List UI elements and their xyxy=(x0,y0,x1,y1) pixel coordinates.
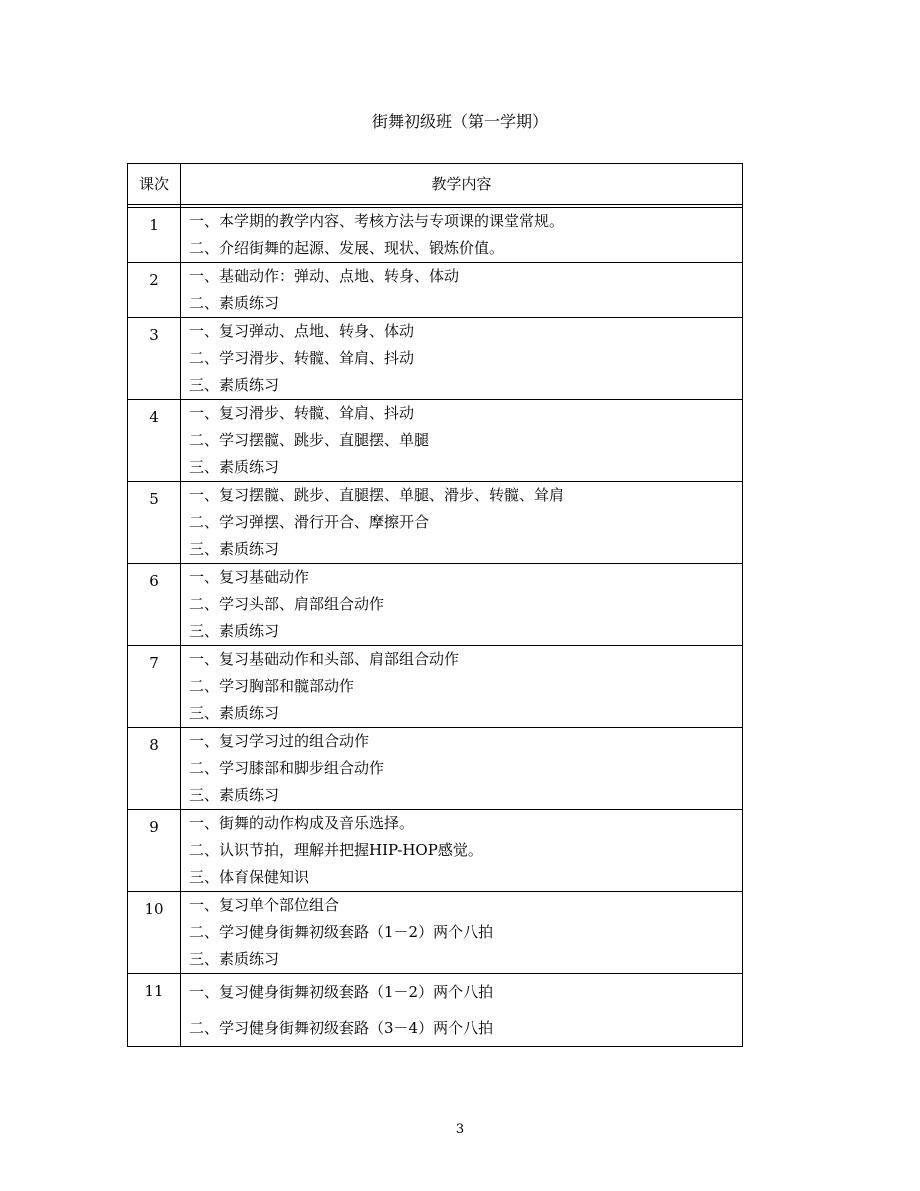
content-line: 一、本学期的教学内容、考核方法与专项课的课堂常规。 xyxy=(189,212,565,230)
table-row xyxy=(128,318,743,400)
lesson-number-cell xyxy=(128,318,181,400)
lesson-content-cell xyxy=(181,892,743,974)
content-line: 三、素质练习 xyxy=(189,458,280,476)
table-row xyxy=(128,728,743,810)
lesson-content-cell xyxy=(181,208,743,263)
content-line: 三、素质练习 xyxy=(189,622,280,640)
lesson-number: 11 xyxy=(144,982,164,1000)
content-line: 一、复习基础动作 xyxy=(189,568,310,586)
lesson-number-cell xyxy=(128,564,181,646)
table-header-row xyxy=(128,164,743,205)
content-line: 一、复习弹动、点地、转身、体动 xyxy=(189,322,415,340)
table-row xyxy=(128,892,743,974)
content-line: 二、素质练习 xyxy=(189,294,280,312)
lesson-number-cell xyxy=(128,400,181,482)
content-line: 二、学习弹摆、滑行开合、摩擦开合 xyxy=(189,513,430,531)
content-line: 一、复习摆髋、跳步、直腿摆、单腿、滑步、转髋、耸肩 xyxy=(189,486,565,504)
content-line: 三、素质练习 xyxy=(189,540,280,558)
content-line: 三、体育保健知识 xyxy=(189,868,310,886)
content-line: 二、学习头部、肩部组合动作 xyxy=(189,595,385,613)
content-line: 二、介绍街舞的起源、发展、现状、锻炼价值。 xyxy=(189,239,505,257)
lesson-content-cell xyxy=(181,728,743,810)
content-line: 一、街舞的动作构成及音乐选择。 xyxy=(189,814,415,832)
content-line: 一、复习健身街舞初级套路（1－2）两个八拍 xyxy=(189,983,494,1001)
lesson-number: 6 xyxy=(149,572,159,590)
content-line: 三、素质练习 xyxy=(189,704,280,722)
lesson-number: 3 xyxy=(149,326,159,344)
page-number: 3 xyxy=(455,1122,465,1137)
lesson-number: 4 xyxy=(149,408,159,426)
lesson-content-cell xyxy=(181,646,743,728)
lesson-content-cell xyxy=(181,400,743,482)
content-line: 二、学习摆髋、跳步、直腿摆、单腿 xyxy=(189,431,430,449)
table-row xyxy=(128,646,743,728)
lesson-number-cell xyxy=(128,263,181,318)
content-line: 二、学习胸部和髋部动作 xyxy=(189,677,355,695)
content-line: 二、学习滑步、转髋、耸肩、抖动 xyxy=(189,349,415,367)
lesson-number-cell xyxy=(128,892,181,974)
header-lesson: 课次 xyxy=(128,164,181,205)
lesson-number: 5 xyxy=(149,490,159,508)
table-row xyxy=(128,208,743,263)
header-content: 教学内容 xyxy=(181,164,743,205)
content-line: 一、复习基础动作和头部、肩部组合动作 xyxy=(189,650,460,668)
content-line: 三、素质练习 xyxy=(189,786,280,804)
lesson-number: 9 xyxy=(149,818,159,836)
lesson-number: 7 xyxy=(149,654,159,672)
lesson-number: 2 xyxy=(149,271,159,289)
lesson-number-cell xyxy=(128,208,181,263)
content-line: 二、学习健身街舞初级套路（1－2）两个八拍 xyxy=(189,923,494,941)
lesson-number-cell xyxy=(128,646,181,728)
lesson-number-cell xyxy=(128,974,181,1047)
lesson-content-cell xyxy=(181,318,743,400)
table-row xyxy=(128,810,743,892)
content-line: 二、学习健身街舞初级套路（3－4）两个八拍 xyxy=(189,1019,494,1037)
lesson-number-cell xyxy=(128,482,181,564)
content-line: 二、认识节拍，理解并把握HIP-HOP感觉。 xyxy=(189,841,483,859)
lesson-number: 10 xyxy=(144,900,164,918)
lesson-content-cell xyxy=(181,974,743,1047)
content-line: 一、基础动作：弹动、点地、转身、体动 xyxy=(189,267,460,285)
table-row xyxy=(128,400,743,482)
lesson-content-cell xyxy=(181,482,743,564)
lesson-content-cell xyxy=(181,263,743,318)
page-title: 街舞初级班（第一学期） xyxy=(371,112,548,131)
lesson-number-cell xyxy=(128,728,181,810)
lesson-number: 8 xyxy=(149,736,159,754)
content-line: 一、复习滑步、转髋、耸肩、抖动 xyxy=(189,404,415,422)
table-row xyxy=(128,564,743,646)
content-line: 二、学习膝部和脚步组合动作 xyxy=(189,759,385,777)
content-line: 三、素质练习 xyxy=(189,376,280,394)
table-row xyxy=(128,974,743,1047)
lesson-number: 1 xyxy=(149,216,159,234)
lesson-plan-table xyxy=(127,163,743,1047)
content-line: 一、复习单个部位组合 xyxy=(189,896,340,914)
table-row xyxy=(128,263,743,318)
content-line: 一、复习学习过的组合动作 xyxy=(189,732,370,750)
lesson-content-cell xyxy=(181,810,743,892)
content-line: 三、素质练习 xyxy=(189,950,280,968)
lesson-content-cell xyxy=(181,564,743,646)
table-row xyxy=(128,482,743,564)
lesson-number-cell xyxy=(128,810,181,892)
